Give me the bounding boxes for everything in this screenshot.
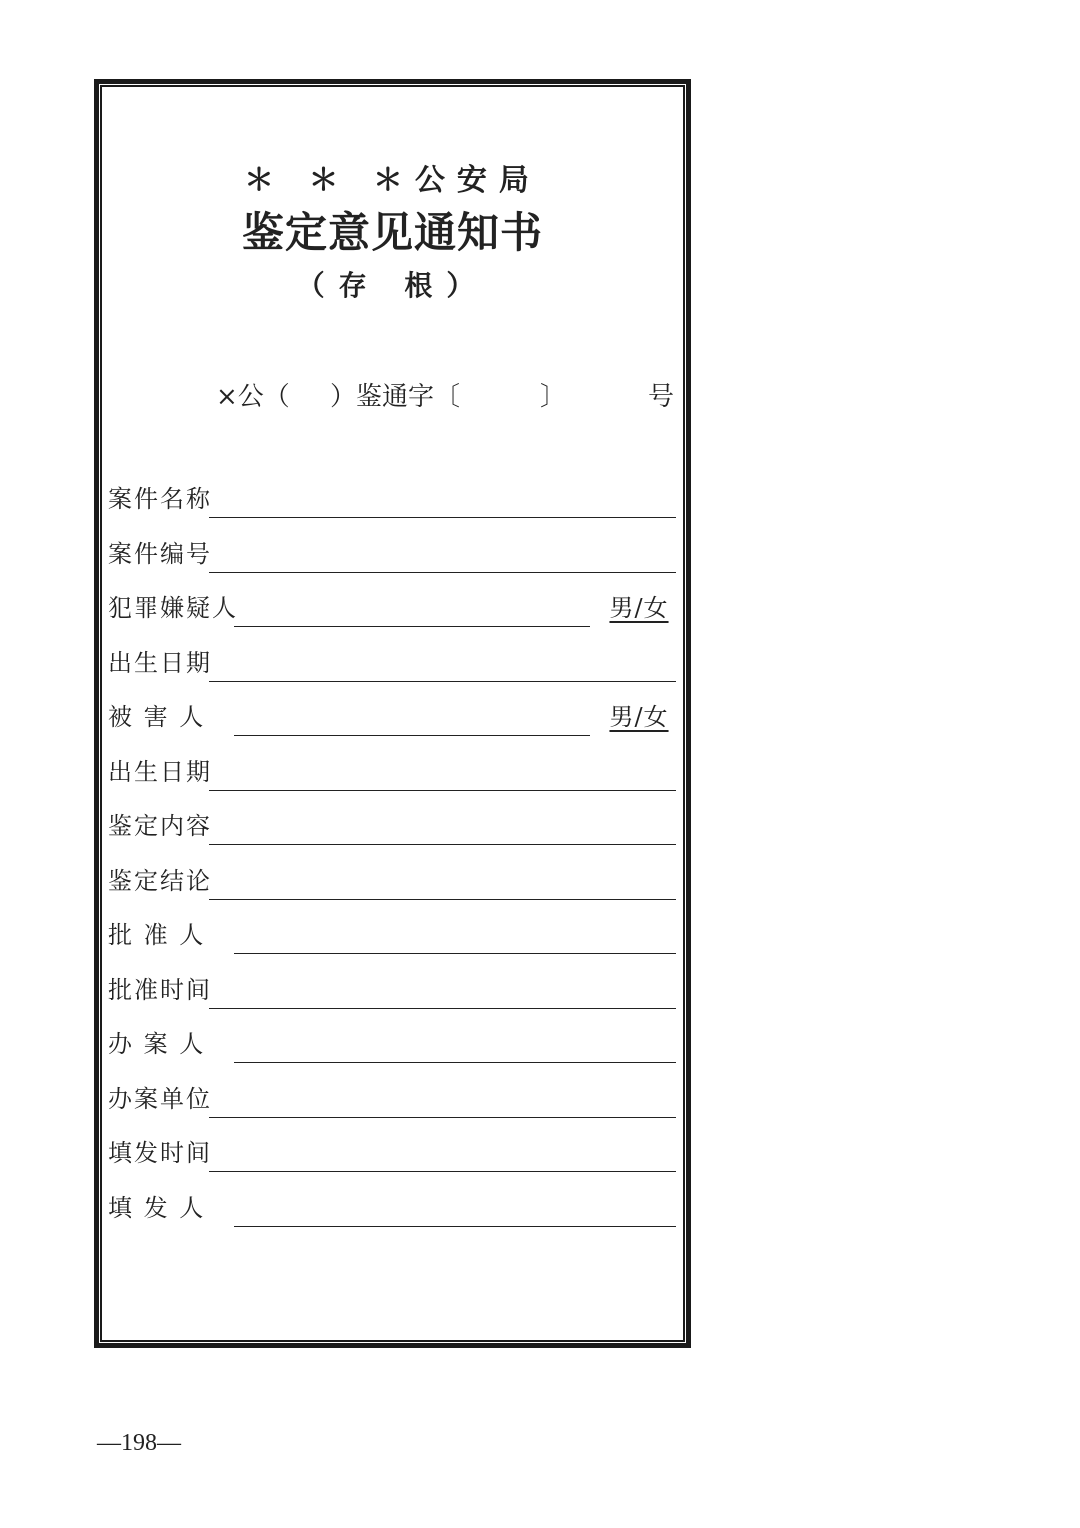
- form-field-row: [108, 1187, 676, 1227]
- field-input-line[interactable]: [209, 517, 676, 518]
- form-field-row: [108, 696, 676, 736]
- field-input-line[interactable]: [209, 681, 676, 682]
- field-label: 犯罪嫌疑人: [108, 594, 238, 622]
- field-input-line[interactable]: [234, 1226, 676, 1227]
- form-field-row: [108, 1023, 676, 1063]
- issuer-name: ＊ ＊ ＊公安局: [244, 163, 541, 198]
- document-subtitle: （存 根）: [296, 269, 489, 302]
- field-label: 办案单位: [108, 1084, 212, 1113]
- form-field-row: [108, 860, 676, 900]
- form-field-row: [108, 587, 676, 627]
- field-input-line[interactable]: [209, 572, 676, 573]
- form-field-row: [108, 533, 676, 573]
- field-input-line[interactable]: [234, 626, 590, 627]
- field-input-line[interactable]: [209, 844, 676, 845]
- field-label: 出生日期: [108, 648, 212, 677]
- field-input-line[interactable]: [234, 735, 590, 736]
- field-input-line[interactable]: [209, 1171, 676, 1172]
- gender-option[interactable]: 男/女: [609, 594, 669, 622]
- field-label: 出生日期: [108, 757, 212, 786]
- form-field-row: [108, 969, 676, 1009]
- field-label: 鉴定结论: [108, 866, 212, 895]
- form-field-row: [108, 478, 676, 518]
- page-number: —198—: [97, 1430, 181, 1456]
- field-label: 填 发 人: [108, 1193, 206, 1222]
- doc-number-suffix: 号: [648, 382, 675, 412]
- form-field-row: [108, 1132, 676, 1172]
- field-input-line[interactable]: [234, 953, 676, 954]
- field-input-line[interactable]: [209, 1117, 676, 1118]
- form-field-row: [108, 751, 676, 791]
- field-input-line[interactable]: [209, 899, 676, 900]
- doc-number-close: 〕: [540, 382, 567, 412]
- doc-number-prefix: ×公（: [216, 382, 290, 412]
- doc-number-mid: ）鉴通字〔: [330, 382, 461, 412]
- form-field-row: [108, 914, 676, 954]
- field-label: 批准时间: [108, 975, 212, 1004]
- field-label: 鉴定内容: [108, 812, 212, 840]
- field-label: 被 害 人: [108, 703, 206, 731]
- field-label: 案件编号: [108, 539, 212, 568]
- field-label: 案件名称: [108, 485, 212, 513]
- field-input-line[interactable]: [234, 1062, 676, 1063]
- form-field-row: [108, 805, 676, 845]
- field-input-line[interactable]: [209, 790, 676, 791]
- gender-option[interactable]: 男/女: [609, 703, 669, 731]
- field-input-line[interactable]: [209, 1008, 676, 1009]
- form-field-row: [108, 1078, 676, 1118]
- document-title: 鉴定意见通知书: [241, 208, 543, 257]
- form-field-row: [108, 642, 676, 682]
- field-label: 办 案 人: [108, 1030, 206, 1058]
- field-label: 填发时间: [108, 1139, 212, 1167]
- field-label: 批 准 人: [108, 921, 206, 949]
